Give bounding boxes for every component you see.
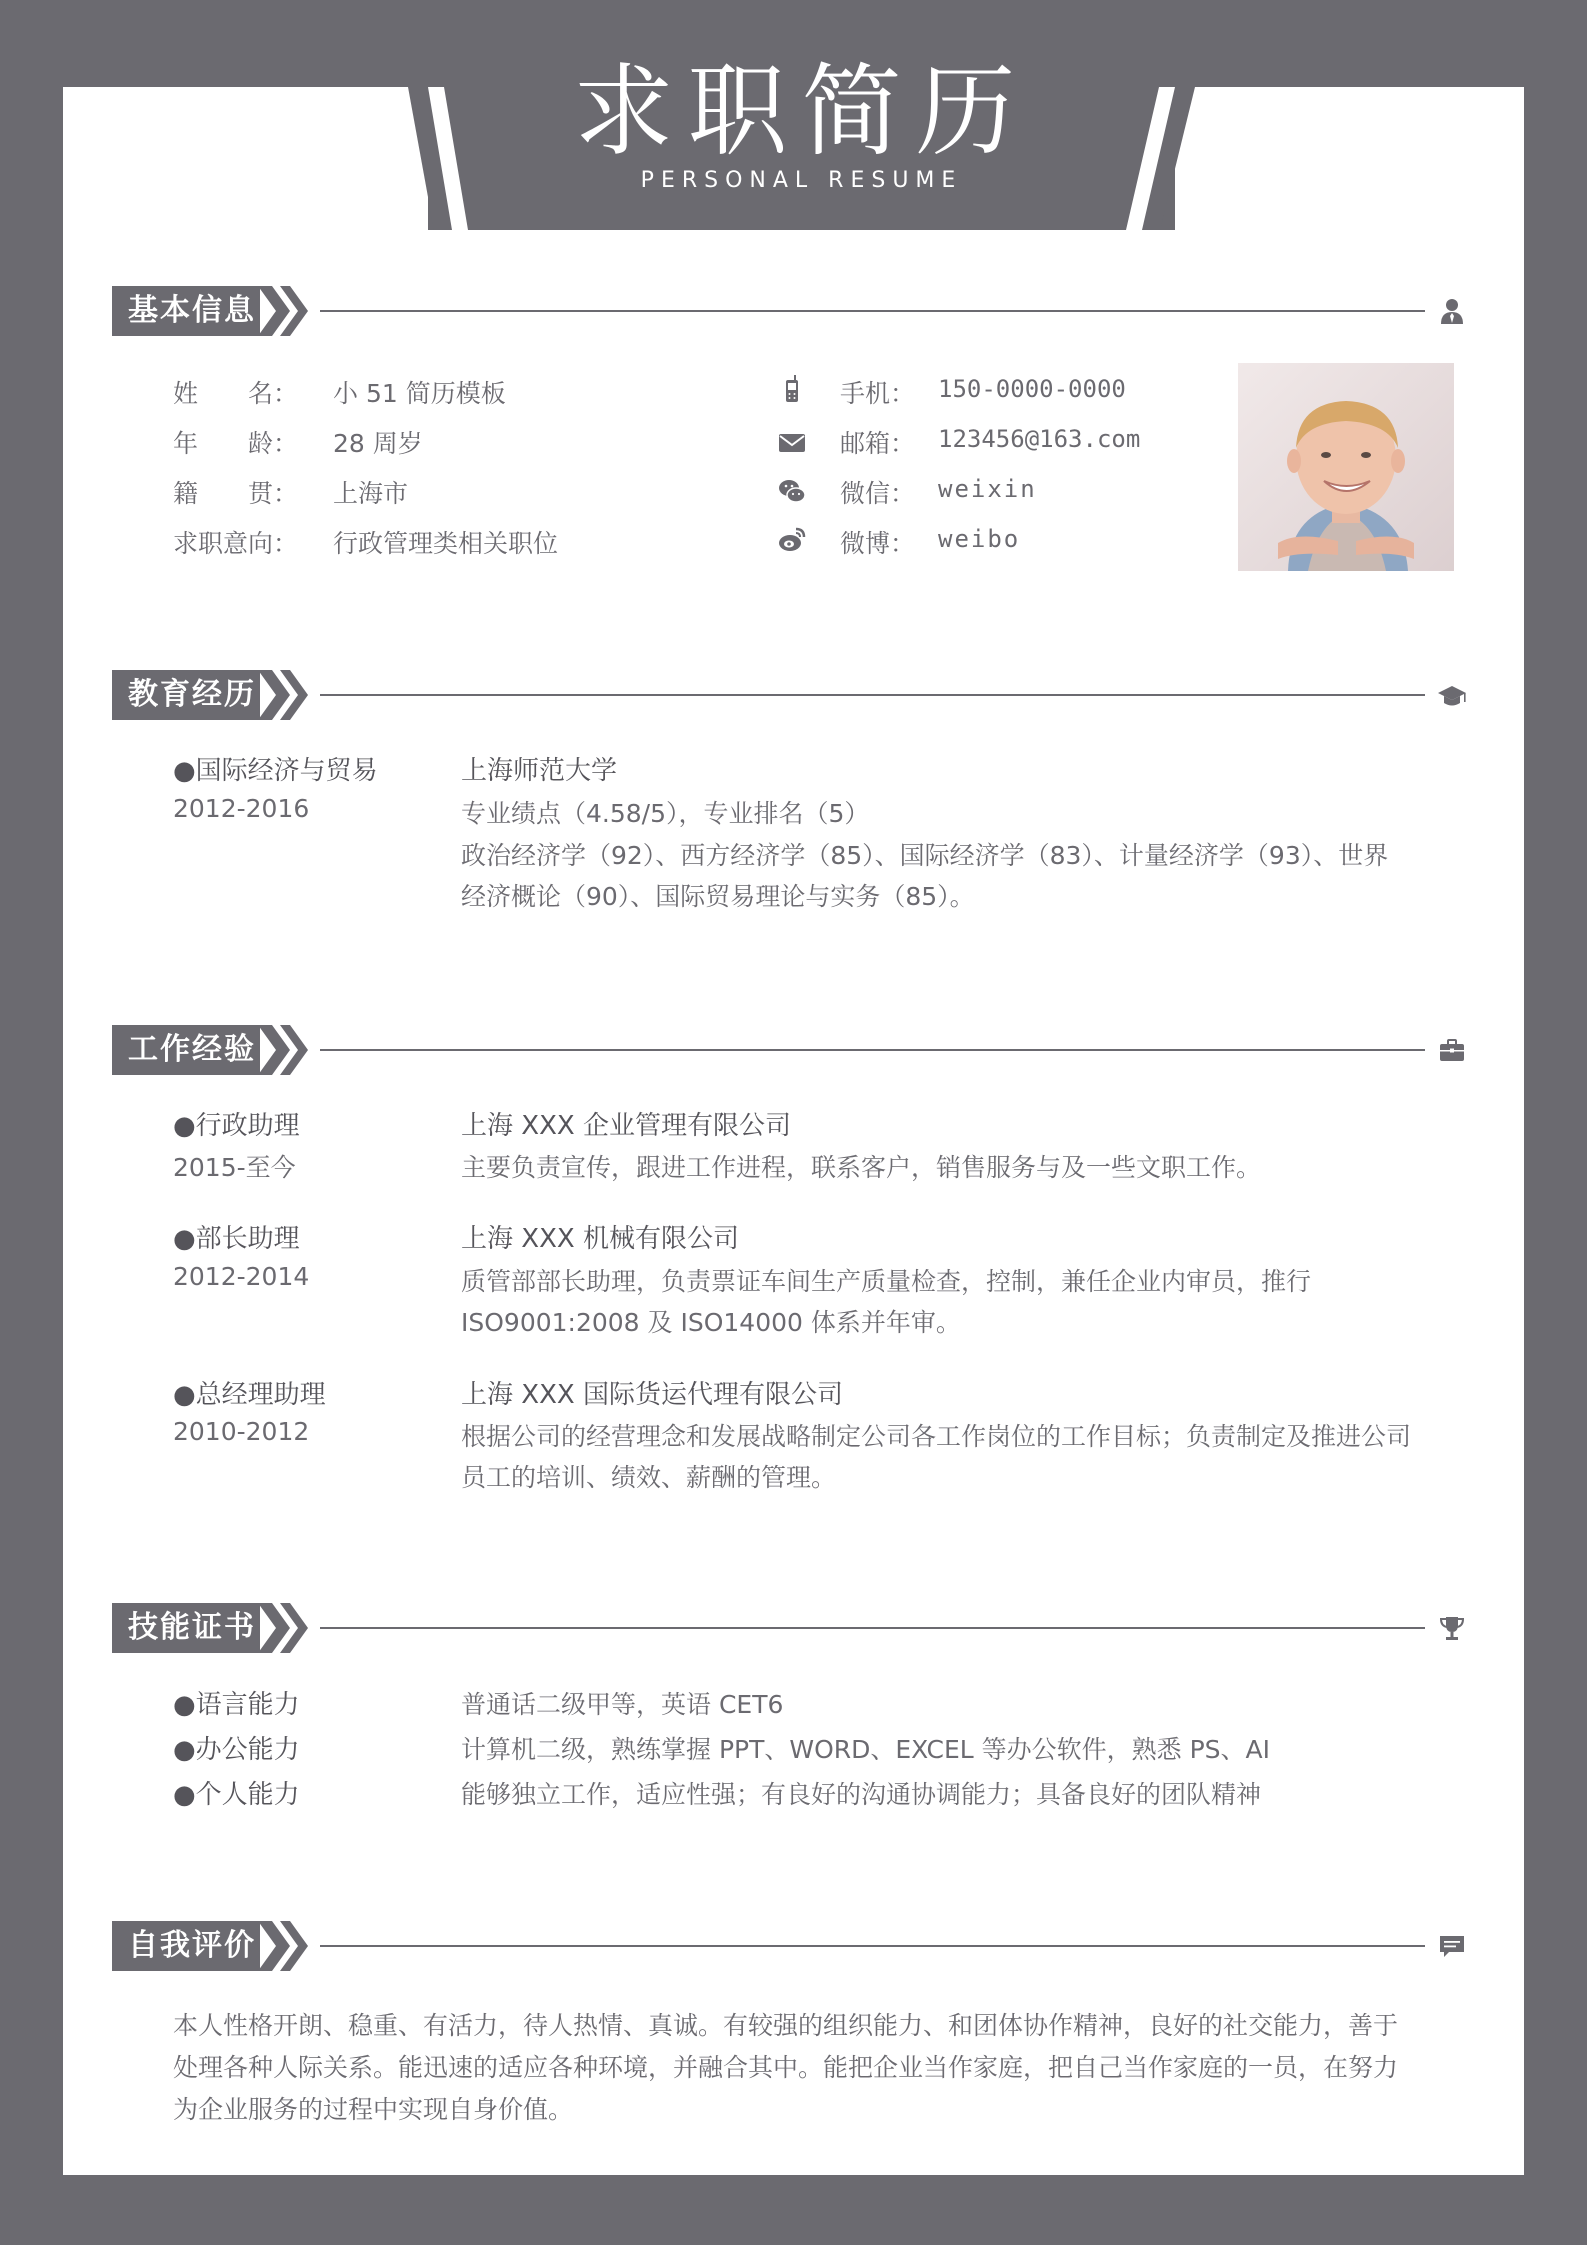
edu-major: ●国际经济与贸易	[173, 756, 378, 786]
weibo-icon	[777, 524, 807, 554]
work-desc-2-line1: 质管部部长助理，负责票证车间生产质量检查，控制，兼任企业内审员，推行	[461, 1267, 1312, 1296]
edu-years: 2012-2016	[173, 794, 310, 823]
edu-courses-line1: 政治经济学（92）、西方经济学（85）、国际经济学（83）、计量经济学（93）、世界	[461, 841, 1389, 870]
edu-courses-line2: 经济概论（90）、国际贸易理论与实务（85）。	[461, 882, 975, 911]
section-title: 教育经历	[112, 670, 260, 720]
value-objective: 行政管理类相关职位	[333, 529, 559, 558]
value-weibo: weibo	[938, 525, 1021, 553]
briefcase-icon	[1437, 1035, 1467, 1065]
comment-icon	[1437, 1931, 1467, 1961]
work-company-2: 上海 XXX 机械有限公司	[461, 1224, 739, 1254]
label-wechat: 微信：	[840, 479, 916, 508]
label-mobile: 手机：	[840, 379, 916, 408]
section-title: 基本信息	[112, 286, 260, 336]
work-role-3: ●总经理助理	[173, 1380, 326, 1410]
section-work	[112, 1025, 1467, 1075]
edu-school: 上海师范大学	[461, 756, 618, 786]
work-desc-2-line2: ISO9001:2008 及 ISO14000 体系并年审。	[461, 1308, 961, 1337]
phone-icon	[777, 374, 807, 404]
section-self-evaluation	[112, 1921, 1467, 1971]
chevron-icon	[258, 670, 318, 720]
work-company-1: 上海 XXX 企业管理有限公司	[461, 1111, 791, 1141]
work-role-1: ●行政助理	[173, 1111, 300, 1141]
work-years-2: 2012-2014	[173, 1262, 310, 1291]
profile-photo	[1238, 363, 1454, 571]
wechat-icon	[777, 476, 807, 506]
chevron-icon	[258, 286, 318, 336]
label-hometown: 籍 贯：	[173, 479, 299, 508]
section-divider	[320, 1945, 1425, 1947]
section-skills	[112, 1603, 1467, 1653]
work-years-3: 2010-2012	[173, 1417, 310, 1446]
value-email: 123456@163.com	[938, 425, 1141, 453]
section-title: 技能证书	[112, 1603, 260, 1653]
section-title: 工作经验	[112, 1025, 260, 1075]
label-name: 姓 名：	[173, 379, 299, 408]
work-desc-1: 主要负责宣传，跟进工作进程，联系客户，销售服务与及一些文职工作。	[461, 1153, 1262, 1182]
chevron-icon	[258, 1603, 318, 1653]
value-wechat: weixin	[938, 475, 1037, 503]
skill-name-2: ●办公能力	[173, 1735, 300, 1765]
section-divider	[320, 1627, 1425, 1629]
label-objective: 求职意向：	[173, 529, 299, 558]
self-eval-line1: 本人性格开朗、稳重、有活力，待人热情、真诚。有较强的组织能力、和团体协作精神，良好的社交能力，善于	[173, 2011, 1399, 2040]
section-title: 自我评价	[112, 1921, 260, 1971]
label-weibo: 微博：	[840, 529, 916, 558]
person-icon	[1437, 296, 1467, 326]
value-mobile: 150-0000-0000	[938, 375, 1126, 403]
trophy-icon	[1437, 1613, 1467, 1643]
chevron-icon	[258, 1921, 318, 1971]
section-divider	[320, 694, 1425, 696]
label-age: 年 龄：	[173, 429, 299, 458]
edu-gpa: 专业绩点（4.58/5），专业排名（5）	[461, 799, 870, 828]
resume-title: 求职简历	[573, 53, 1030, 170]
label-email: 邮箱：	[840, 429, 916, 458]
mail-icon	[777, 427, 807, 457]
work-desc-3-line1: 根据公司的经营理念和发展战略制定公司各工作岗位的工作目标；负责制定及推进公司	[461, 1422, 1412, 1451]
value-age: 28 周岁	[333, 429, 423, 458]
section-education	[112, 670, 1467, 720]
section-divider	[320, 1049, 1425, 1051]
skill-desc-3: 能够独立工作，适应性强；有良好的沟通协调能力；具备良好的团队精神	[461, 1780, 1262, 1809]
work-role-2: ●部长助理	[173, 1224, 300, 1254]
value-name: 小 51 简历模板	[333, 379, 506, 408]
value-hometown: 上海市	[333, 479, 409, 508]
skill-desc-1: 普通话二级甲等，英语 CET6	[461, 1690, 784, 1719]
skill-name-1: ●语言能力	[173, 1690, 300, 1720]
self-eval-line2: 处理各种人际关系。能迅速的适应各种环境，并融合其中。能把企业当作家庭，把自己当作家庭的一员，在努力	[173, 2053, 1399, 2082]
self-eval-line3: 为企业服务的过程中实现自身价值。	[173, 2095, 574, 2124]
work-company-3: 上海 XXX 国际货运代理有限公司	[461, 1380, 843, 1410]
section-divider	[320, 310, 1425, 312]
work-years-1: 2015-至今	[173, 1153, 296, 1182]
section-basic-info	[112, 286, 1467, 336]
skill-desc-2: 计算机二级，熟练掌握 PPT、WORD、EXCEL 等办公软件，熟悉 PS、AI	[461, 1735, 1270, 1764]
graduation-cap-icon	[1437, 680, 1467, 710]
chevron-icon	[258, 1025, 318, 1075]
resume-subtitle: PERSONAL RESUME	[640, 168, 963, 193]
skill-name-3: ●个人能力	[173, 1780, 300, 1810]
work-desc-3-line2: 员工的培训、绩效、薪酬的管理。	[461, 1463, 837, 1492]
